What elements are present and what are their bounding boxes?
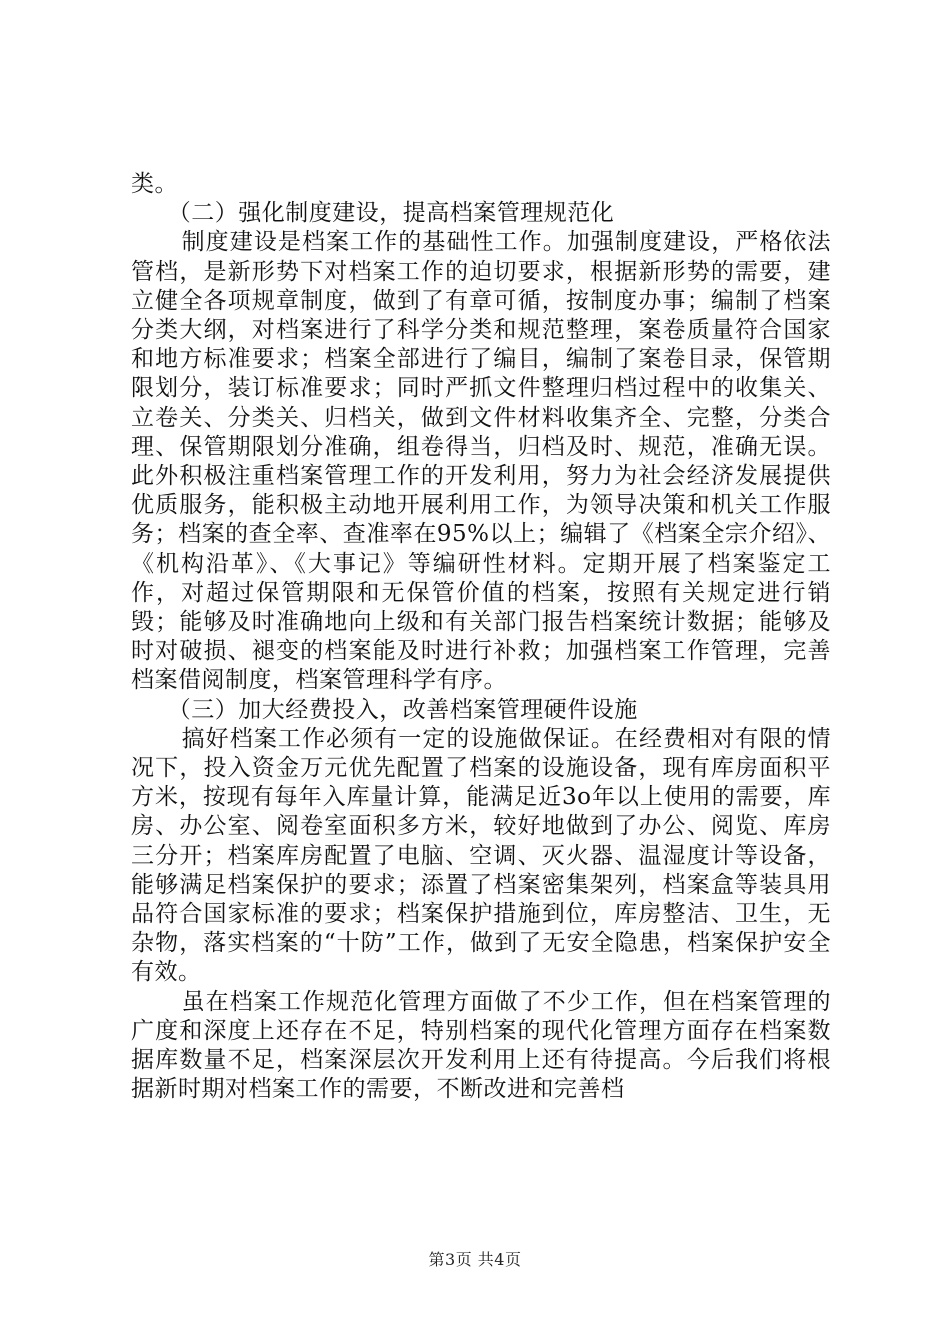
section-heading-3: （三）加大经费投入，改善档案管理硬件设施: [167, 696, 638, 723]
paragraph-continuation: 类。: [131, 171, 178, 197]
paragraph-system-building: 制度建设是档案工作的基础性工作。加强制度建设，严格依法管档，是新形势下对档案工作的迫切要求，根据新形势的需要，建立健全各项规章制度，做到了有章可循，按制度办事；编制了档案分类大纲，对档案进行了科学分类和规范整理，案卷质量符合国家和地方标准要求；档案全部进行了编目，编制了案卷目录，保管期限划分，装订标准要求；同时严抓文件整理归档过程中的收集关、立卷关、分类关、归档关，做到文件材料收集齐全、完整，分类合理、保管期限划分准确，组卷得当，归档及时、规范，准确无误。此外积极注重档案管理工作的开发利用，努力为社会经济发展提供优质服务，能积极主动地开展利用工作，为领导决策和机关工作服务；档案的查全率、查准率在95%以上；编辑了《档案全宗介绍》、《机构沿革》、《大事记》等编研性材料。定期开展了档案鉴定工作，对超过保管期限和无保管价值的档案，按照有关规定进行销毁；能够及时准确地向上级和有关部门报告档案统计数据；能够及时对破损、褪变的档案能及时进行补救；加强档案工作管理，完善档案借阅制度，档案管理科学有序。: [131, 229, 831, 694]
section-heading-2: （二）强化制度建设，提高档案管理规范化: [167, 200, 615, 227]
document-body: [131, 170, 831, 1105]
page-number-footer: 第3页 共4页: [428, 1250, 522, 1269]
paragraph-funding: 搞好档案工作必须有一定的设施做保证。在经费相对有限的情况下，投入资金万元优先配置了档案的设施设备，现有库房面积平方米，按现有每年入库量计算，能满足近3o年以上使用的需要，库房、办公室、阅卷室面积多方米，较好地做到了办公、阅览、库房三分开；档案库房配置了电脑、空调、灭火器、温湿度计等设备，能够满足档案保护的要求；添置了档案密集架列，档案盒等装具用品符合国家标准的要求；档案保护措施到位，库房整洁、卫生，无杂物，落实档案的“十防”工作，做到了无安全隐患，档案保护安全有效。: [131, 725, 831, 986]
paragraph-conclusion: 虽在档案工作规范化管理方面做了不少工作，但在档案管理的广度和深度上还存在不足，特别档案的现代化管理方面存在档案数据库数量不足，档案深层次开发利用上还有待提高。今后我们将根据新时期对档案工作的需要，不断改进和完善档: [131, 988, 831, 1103]
